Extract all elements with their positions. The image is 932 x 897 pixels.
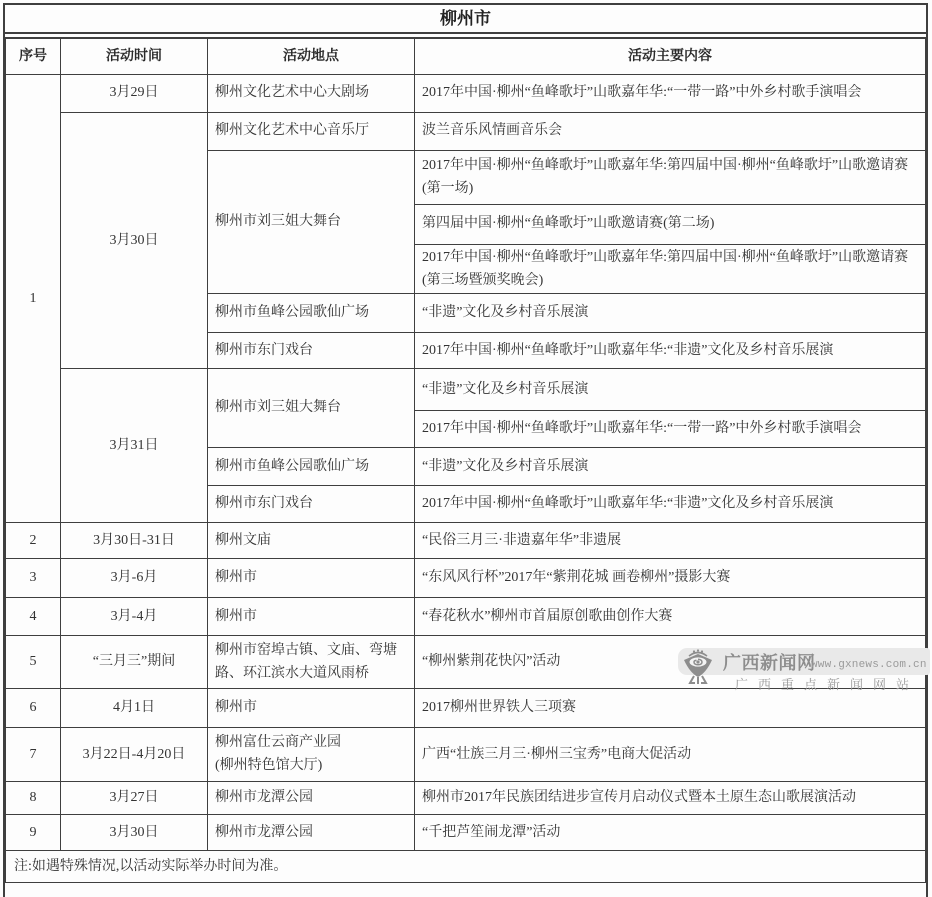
location-cell: 柳州文化艺术中心大剧场 xyxy=(208,74,415,112)
content-cell: “非遗”文化及乡村音乐展演 xyxy=(415,293,926,332)
time-cell: 3月30日 xyxy=(61,814,208,850)
content-cell: 2017年中国·柳州“鱼峰歌圩”山歌嘉年华:“一带一路”中外乡村歌手演唱会 xyxy=(415,74,926,112)
seq-cell: 8 xyxy=(6,781,61,814)
table-row xyxy=(6,597,926,635)
location-cell: 柳州市东门戏台 xyxy=(208,485,415,522)
seq-cell: 4 xyxy=(6,597,61,635)
location-cell: 柳州市 xyxy=(208,558,415,597)
table-row xyxy=(6,558,926,597)
content-cell: “春花秋水”柳州市首届原创歌曲创作大赛 xyxy=(415,597,926,635)
location-line2: (柳州特色馆大厅) xyxy=(215,758,323,774)
table-row xyxy=(6,368,926,410)
content-cell: 2017年中国·柳州“鱼峰歌圩”山歌嘉年华:“非遗”文化及乡村音乐展演 xyxy=(415,332,926,368)
time-cell: “三月三”期间 xyxy=(61,635,208,688)
watermark-site-url: www.gxnews.com.cn xyxy=(811,659,927,671)
seq-cell: 6 xyxy=(6,688,61,727)
col-header-location: 活动地点 xyxy=(208,38,415,74)
col-header-content: 活动主要内容 xyxy=(415,38,926,74)
schedule-table xyxy=(5,37,926,883)
location-cell: 柳州市 xyxy=(208,597,415,635)
watermark-site-name: 广西新闻网 xyxy=(723,653,816,673)
content-cell: “千把芦笙闹龙潭”活动 xyxy=(415,814,926,850)
content-cell: “非遗”文化及乡村音乐展演 xyxy=(415,368,926,410)
time-cell: 3月30日 xyxy=(61,112,208,368)
seq-cell: 5 xyxy=(6,635,61,688)
note-text: 注:如遇特殊情况,以活动实际举办时间为准。 xyxy=(6,850,926,882)
seq-cell: 9 xyxy=(6,814,61,850)
table-row xyxy=(6,112,926,150)
content-cell: “柳州紫荆花快闪”活动 xyxy=(415,635,926,688)
seq-cell: 3 xyxy=(6,558,61,597)
time-cell: 3月31日 xyxy=(61,368,208,522)
seq-cell: 7 xyxy=(6,727,61,781)
time-cell: 3月27日 xyxy=(61,781,208,814)
gxnews-logo-icon xyxy=(682,647,714,689)
table-row xyxy=(6,781,926,814)
gxnews-watermark xyxy=(676,643,930,693)
content-cell: 柳州市2017年民族团结进步宣传月启动仪式暨本土原生态山歌展演活动 xyxy=(415,781,926,814)
location-cell: 柳州文庙 xyxy=(208,522,415,558)
table-row xyxy=(6,522,926,558)
seq-cell: 1 xyxy=(6,74,61,522)
content-cell: 2017年中国·柳州“鱼峰歌圩”山歌嘉年华:第四届中国·柳州“鱼峰歌圩”山歌邀请赛(第一场) xyxy=(415,150,926,204)
location-cell: 柳州市窑埠古镇、文庙、弯塘路、环江滨水大道风雨桥 xyxy=(208,635,415,688)
location-cell: 柳州市鱼峰公园歌仙广场 xyxy=(208,447,415,485)
event-schedule-table xyxy=(3,3,928,897)
location-cell xyxy=(208,727,415,781)
content-cell: “非遗”文化及乡村音乐展演 xyxy=(415,447,926,485)
location-cell: 柳州市龙潭公园 xyxy=(208,781,415,814)
content-cell: 广西“壮族三月三·柳州三宝秀”电商大促活动 xyxy=(415,727,926,781)
time-cell: 3月29日 xyxy=(61,74,208,112)
content-cell: 2017柳州世界铁人三项赛 xyxy=(415,688,926,727)
time-cell: 3月22日-4月20日 xyxy=(61,727,208,781)
content-cell: “民俗三月三·非遗嘉年华”非遗展 xyxy=(415,522,926,558)
location-line1: 柳州富仕云商产业园 xyxy=(215,735,341,751)
time-cell: 3月-6月 xyxy=(61,558,208,597)
content-cell: “东风风行杯”2017年“紫荆花城 画卷柳州”摄影大赛 xyxy=(415,558,926,597)
table-row xyxy=(6,688,926,727)
col-header-seq: 序号 xyxy=(6,38,61,74)
time-cell: 3月30日-31日 xyxy=(61,522,208,558)
col-header-time: 活动时间 xyxy=(61,38,208,74)
location-cell: 柳州市刘三姐大舞台 xyxy=(208,368,415,447)
next-section-partial-row xyxy=(5,883,926,892)
location-cell: 柳州文化艺术中心音乐厅 xyxy=(208,112,415,150)
time-cell: 4月1日 xyxy=(61,688,208,727)
location-cell: 柳州市东门戏台 xyxy=(208,332,415,368)
seq-cell: 2 xyxy=(6,522,61,558)
time-cell: 3月-4月 xyxy=(61,597,208,635)
note-row xyxy=(6,850,926,882)
location-cell: 柳州市 xyxy=(208,688,415,727)
location-cell: 柳州市刘三姐大舞台 xyxy=(208,150,415,293)
content-cell: 2017年中国·柳州“鱼峰歌圩”山歌嘉年华:“一带一路”中外乡村歌手演唱会 xyxy=(415,410,926,447)
header-row xyxy=(6,38,926,74)
watermark-tagline: 广西重点新闻网站 xyxy=(735,677,920,692)
location-cell: 柳州市鱼峰公园歌仙广场 xyxy=(208,293,415,332)
table-title: 柳州市 xyxy=(5,5,926,34)
content-cell: 2017年中国·柳州“鱼峰歌圩”山歌嘉年华:“非遗”文化及乡村音乐展演 xyxy=(415,485,926,522)
table-row xyxy=(6,814,926,850)
content-cell: 波兰音乐风情画音乐会 xyxy=(415,112,926,150)
table-row xyxy=(6,74,926,112)
content-cell: 2017年中国·柳州“鱼峰歌圩”山歌嘉年华:第四届中国·柳州“鱼峰歌圩”山歌邀请赛(第三场暨颁奖晚会) xyxy=(415,244,926,293)
table-row xyxy=(6,727,926,781)
location-cell: 柳州市龙潭公园 xyxy=(208,814,415,850)
content-cell: 第四届中国·柳州“鱼峰歌圩”山歌邀请赛(第二场) xyxy=(415,204,926,244)
